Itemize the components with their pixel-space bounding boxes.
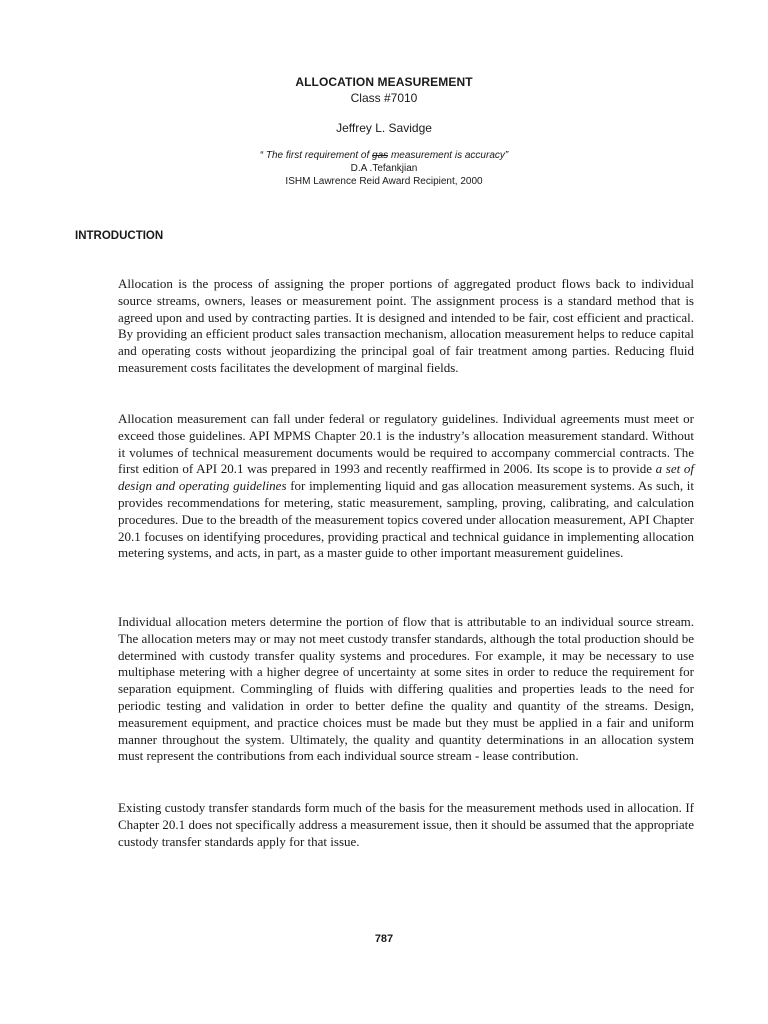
paragraph-2-text-end: for implementing liquid and gas allocation measurement systems. As such, it provides recommendations for metering, static measurement, sampling, proving, calibrating, and calculation procedures. Due to the breadth of the measurement topics covered under allocation measurement, API Chapter 20.1 focuses on identifying procedures, providing practical and technical guidance in implementing allocation metering systems, and acts, in part, as a master guide to other important measurement guidelines.	[118, 478, 694, 561]
paragraph-3: Individual allocation meters determine the portion of flow that is attributable to an individual source stream. The allocation meters may or may not meet custody transfer standards, although the total production should be determined with custody transfer quality systems and procedures. For example, it may be necessary to use multiphase metering with a higher degree of uncertainty at some sites in order to reduce the requirement for separation equipment. Commingling of fluids with differing qualities and properties leads to the need for periodic testing and validation in order to better define the quality and quantity of the streams. Design, measurement equipment, and practice choices must be made but they must be applied in a fair and uniform manner throughout the system. Ultimately, the quality and quantity determinations in an allocation system must represent the contributions from each individual source stream - lease contribution.	[118, 614, 694, 764]
quote-attribution: D.A .Tefankjian	[350, 163, 418, 174]
paragraph-2-text-start: Allocation measurement can fall under federal or regulatory guidelines. Individual agreements must meet or exceed those guidelines. API MPMS Chapter 20.1 is the industry’s allocation measurement standard. Without it volumes of technical measurement documents would be required to accompany commercial contracts. The first edition of API 20.1 was prepared in 1993 and recently reaffirmed in 2006. Its scope is to provide	[118, 411, 694, 477]
class-number: Class #7010	[350, 91, 418, 105]
quote-text-start: “ The first requirement of	[259, 150, 373, 161]
section-heading: INTRODUCTION	[75, 230, 164, 242]
document-title: ALLOCATION MEASUREMENT	[295, 75, 473, 89]
quote-text-end: measurement is accuracy”	[388, 150, 509, 161]
paragraph-1: Allocation is the process of assigning the proper portions of aggregated product flows back to individual source streams, owners, leases or measurement point. The assignment process is a standard method that is agreed upon and used by contracting parties. It is designed and intended to be fair, cost efficient and practical. By providing an efficient product sales transaction mechanism, allocation measurement helps to reduce capital and operating costs without jeopardizing the principal goal of fair treatment among parties. Reducing fluid measurement costs facilitates the development of marginal fields.	[118, 276, 694, 375]
quote-struck-word: gas	[372, 150, 389, 161]
page-number: 787	[374, 933, 394, 945]
epigraph-quote	[0, 150, 768, 161]
paragraph-2-emphasis: a set of design and operating guidelines	[118, 461, 694, 494]
award-line: ISHM Lawrence Reid Award Recipient, 2000	[285, 176, 483, 187]
paragraph-4: Existing custody transfer standards form much of the basis for the measurement methods used in allocation. If Chapter 20.1 does not specifically address a measurement issue, then it should be assumed that the appropriate custody transfer standards apply for that issue.	[118, 800, 694, 849]
author-name: Jeffrey L. Savidge	[336, 121, 432, 135]
paragraph-2	[118, 411, 694, 562]
